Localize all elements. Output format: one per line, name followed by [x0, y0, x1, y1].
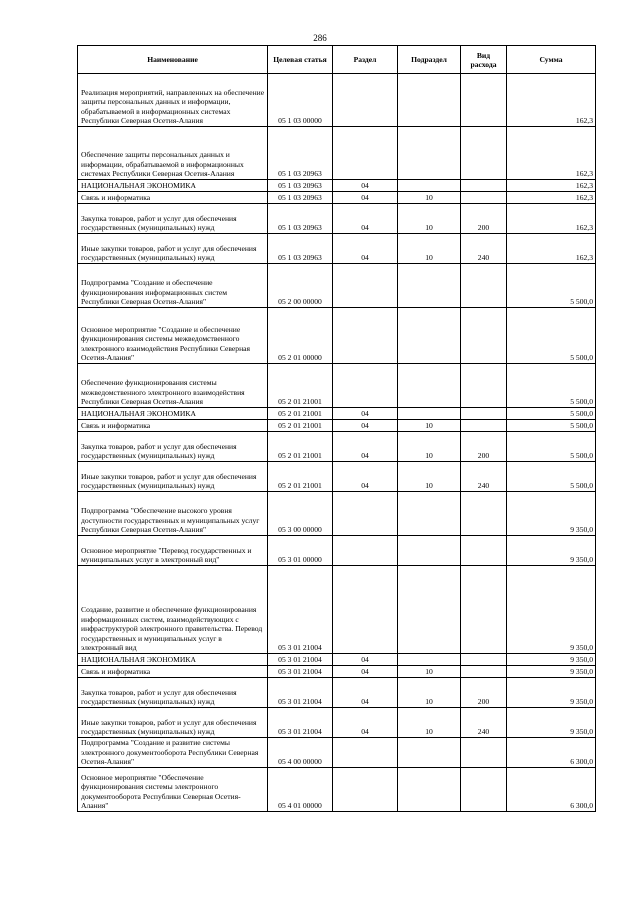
cell-kind — [461, 654, 507, 666]
cell-subsection — [398, 264, 461, 308]
table-row — [78, 708, 596, 738]
cell-kind — [461, 180, 507, 192]
budget-table — [77, 45, 596, 812]
cell-kind — [461, 364, 507, 408]
table-row — [78, 127, 596, 180]
cell-section — [333, 264, 398, 308]
cell-sum: 5 500,0 — [507, 408, 596, 420]
table-row — [78, 738, 596, 768]
cell-section: 04 — [333, 180, 398, 192]
cell-section: 04 — [333, 432, 398, 462]
cell-sum: 5 500,0 — [507, 308, 596, 364]
cell-sum: 6 300,0 — [507, 738, 596, 768]
table-row — [78, 204, 596, 234]
cell-code: 05 3 01 21004 — [268, 708, 333, 738]
cell-name: Связь и информатика — [78, 666, 268, 678]
cell-subsection — [398, 566, 461, 654]
cell-sum: 162,3 — [507, 127, 596, 180]
header-row — [78, 46, 596, 74]
cell-name: Закупка товаров, работ и услуг для обеспечения государственных (муниципальных) нужд — [78, 678, 268, 708]
cell-code: 05 4 01 00000 — [268, 768, 333, 812]
cell-code: 05 2 01 21001 — [268, 420, 333, 432]
cell-name: Связь и информатика — [78, 192, 268, 204]
cell-name: Основное мероприятие "Перевод государственных и муниципальных услуг в электронный вид" — [78, 536, 268, 566]
cell-section — [333, 536, 398, 566]
cell-code: 05 2 01 21001 — [268, 462, 333, 492]
cell-section: 04 — [333, 234, 398, 264]
table-row — [78, 74, 596, 127]
table-row — [78, 462, 596, 492]
cell-code: 05 2 00 00000 — [268, 264, 333, 308]
cell-name: НАЦИОНАЛЬНАЯ ЭКОНОМИКА — [78, 654, 268, 666]
cell-section — [333, 738, 398, 768]
cell-subsection: 10 — [398, 234, 461, 264]
cell-section — [333, 768, 398, 812]
cell-kind — [461, 308, 507, 364]
table-body — [78, 74, 596, 812]
cell-kind: 200 — [461, 204, 507, 234]
cell-subsection — [398, 492, 461, 536]
cell-code: 05 1 03 00000 — [268, 74, 333, 127]
cell-section — [333, 127, 398, 180]
table-row — [78, 192, 596, 204]
table-row — [78, 432, 596, 462]
cell-code: 05 3 00 00000 — [268, 492, 333, 536]
cell-subsection: 10 — [398, 432, 461, 462]
cell-sum: 6 300,0 — [507, 768, 596, 812]
cell-code: 05 1 03 20963 — [268, 192, 333, 204]
cell-subsection: 10 — [398, 678, 461, 708]
cell-subsection — [398, 364, 461, 408]
table-row — [78, 666, 596, 678]
cell-code: 05 3 01 21004 — [268, 666, 333, 678]
cell-name: Обеспечение защиты персональных данных и информации, обрабатываемой в информационных системах Республики Северная Осетия-Алания — [78, 127, 268, 180]
cell-code: 05 4 00 00000 — [268, 738, 333, 768]
cell-kind: 240 — [461, 708, 507, 738]
table-row — [78, 180, 596, 192]
header-kind: Вид расхода — [461, 46, 507, 74]
table-row — [78, 536, 596, 566]
cell-sum: 9 350,0 — [507, 536, 596, 566]
page-number: 286 — [313, 33, 327, 43]
table-row — [78, 408, 596, 420]
cell-subsection: 10 — [398, 708, 461, 738]
cell-name: Закупка товаров, работ и услуг для обеспечения государственных (муниципальных) нужд — [78, 204, 268, 234]
header-section: Раздел — [333, 46, 398, 74]
cell-subsection — [398, 127, 461, 180]
table-row — [78, 308, 596, 364]
header-name: Наименование — [78, 46, 268, 74]
cell-sum: 9 350,0 — [507, 678, 596, 708]
cell-section — [333, 364, 398, 408]
cell-name: Основное мероприятие "Создание и обеспечение функционирования системы межведомственного электронного взаимодействия Республики Северная Осетия-Алания" — [78, 308, 268, 364]
cell-section: 04 — [333, 204, 398, 234]
cell-subsection — [398, 408, 461, 420]
table-row — [78, 420, 596, 432]
header-code: Целевая статья — [268, 46, 333, 74]
cell-sum: 162,3 — [507, 74, 596, 127]
cell-section: 04 — [333, 408, 398, 420]
cell-name: Иные закупки товаров, работ и услуг для обеспечения государственных (муниципальных) нужд — [78, 708, 268, 738]
cell-kind: 200 — [461, 678, 507, 708]
cell-name: Иные закупки товаров, работ и услуг для обеспечения государственных (муниципальных) нужд — [78, 234, 268, 264]
cell-name: Создание, развитие и обеспечение функционирования информационных систем, взаимодействующих с инфраструктурой электронного правительства. Перевод государственных и муниципальных услуг в электронный вид — [78, 566, 268, 654]
cell-section: 04 — [333, 462, 398, 492]
cell-subsection — [398, 308, 461, 364]
cell-code: 05 3 01 21004 — [268, 654, 333, 666]
cell-name: Реализация мероприятий, направленных на обеспечение защиты персональных данных и информации, обрабатываемой в информационных системах Республики Северная Осетия-Алания — [78, 74, 268, 127]
cell-subsection — [398, 738, 461, 768]
cell-sum: 5 500,0 — [507, 420, 596, 432]
cell-subsection — [398, 180, 461, 192]
cell-section: 04 — [333, 654, 398, 666]
cell-name: Подпрограмма "Обеспечение высокого уровня доступности государственных и муниципальных услуг Республики Северная Осетия-Алания" — [78, 492, 268, 536]
cell-sum: 9 350,0 — [507, 708, 596, 738]
table-row — [78, 678, 596, 708]
cell-section — [333, 74, 398, 127]
cell-name: НАЦИОНАЛЬНАЯ ЭКОНОМИКА — [78, 180, 268, 192]
table-row — [78, 654, 596, 666]
cell-name: Связь и информатика — [78, 420, 268, 432]
cell-section: 04 — [333, 678, 398, 708]
cell-code: 05 1 03 20963 — [268, 234, 333, 264]
cell-kind: 240 — [461, 234, 507, 264]
cell-name: Основное мероприятие "Обеспечение функционирования системы электронного документооборота Республики Северная Осетия-Алания" — [78, 768, 268, 812]
cell-kind — [461, 420, 507, 432]
cell-section — [333, 308, 398, 364]
cell-sum: 162,3 — [507, 204, 596, 234]
cell-sum: 9 350,0 — [507, 492, 596, 536]
cell-kind — [461, 74, 507, 127]
cell-sum: 162,3 — [507, 192, 596, 204]
cell-subsection: 10 — [398, 420, 461, 432]
cell-code: 05 2 01 21001 — [268, 364, 333, 408]
cell-sum: 5 500,0 — [507, 264, 596, 308]
cell-section: 04 — [333, 192, 398, 204]
header-subsection: Подраздел — [398, 46, 461, 74]
cell-section: 04 — [333, 708, 398, 738]
cell-section — [333, 566, 398, 654]
table-header — [78, 46, 596, 74]
cell-sum: 5 500,0 — [507, 462, 596, 492]
cell-subsection — [398, 654, 461, 666]
cell-code: 05 3 01 21004 — [268, 566, 333, 654]
cell-name: НАЦИОНАЛЬНАЯ ЭКОНОМИКА — [78, 408, 268, 420]
cell-name: Подпрограмма "Создание и развитие системы электронного документооборота Республики Северная Осетия-Алания" — [78, 738, 268, 768]
cell-code: 05 1 03 20963 — [268, 204, 333, 234]
cell-kind — [461, 192, 507, 204]
cell-kind — [461, 666, 507, 678]
cell-subsection — [398, 768, 461, 812]
table-row — [78, 566, 596, 654]
table-row — [78, 768, 596, 812]
cell-section — [333, 492, 398, 536]
cell-subsection — [398, 536, 461, 566]
cell-kind — [461, 536, 507, 566]
cell-code: 05 2 01 21001 — [268, 432, 333, 462]
cell-kind — [461, 127, 507, 180]
cell-code: 05 1 03 20963 — [268, 127, 333, 180]
cell-name: Обеспечение функционирования системы межведомственного электронного взаимодействия Республики Северная Осетия-Алания — [78, 364, 268, 408]
cell-code: 05 1 03 20963 — [268, 180, 333, 192]
cell-kind — [461, 768, 507, 812]
cell-subsection: 10 — [398, 192, 461, 204]
cell-kind — [461, 264, 507, 308]
table-row — [78, 264, 596, 308]
cell-code: 05 2 01 21001 — [268, 408, 333, 420]
cell-code: 05 3 01 00000 — [268, 536, 333, 566]
cell-kind — [461, 566, 507, 654]
cell-kind: 240 — [461, 462, 507, 492]
cell-name: Подпрограмма "Создание и обеспечение функционирования информационных систем Республики Северная Осетия-Алания" — [78, 264, 268, 308]
cell-subsection: 10 — [398, 204, 461, 234]
header-sum: Сумма — [507, 46, 596, 74]
cell-section: 04 — [333, 666, 398, 678]
cell-subsection: 10 — [398, 666, 461, 678]
cell-kind — [461, 408, 507, 420]
cell-subsection: 10 — [398, 462, 461, 492]
cell-code: 05 3 01 21004 — [268, 678, 333, 708]
table-row — [78, 364, 596, 408]
cell-name: Иные закупки товаров, работ и услуг для обеспечения государственных (муниципальных) нужд — [78, 462, 268, 492]
cell-sum: 9 350,0 — [507, 666, 596, 678]
cell-name: Закупка товаров, работ и услуг для обеспечения государственных (муниципальных) нужд — [78, 432, 268, 462]
table-row — [78, 234, 596, 264]
cell-sum: 162,3 — [507, 180, 596, 192]
cell-kind — [461, 492, 507, 536]
cell-sum: 9 350,0 — [507, 654, 596, 666]
cell-sum: 162,3 — [507, 234, 596, 264]
cell-sum: 5 500,0 — [507, 364, 596, 408]
cell-code: 05 2 01 00000 — [268, 308, 333, 364]
cell-kind: 200 — [461, 432, 507, 462]
cell-sum: 9 350,0 — [507, 566, 596, 654]
cell-subsection — [398, 74, 461, 127]
cell-sum: 5 500,0 — [507, 432, 596, 462]
cell-section: 04 — [333, 420, 398, 432]
cell-kind — [461, 738, 507, 768]
table-row — [78, 492, 596, 536]
